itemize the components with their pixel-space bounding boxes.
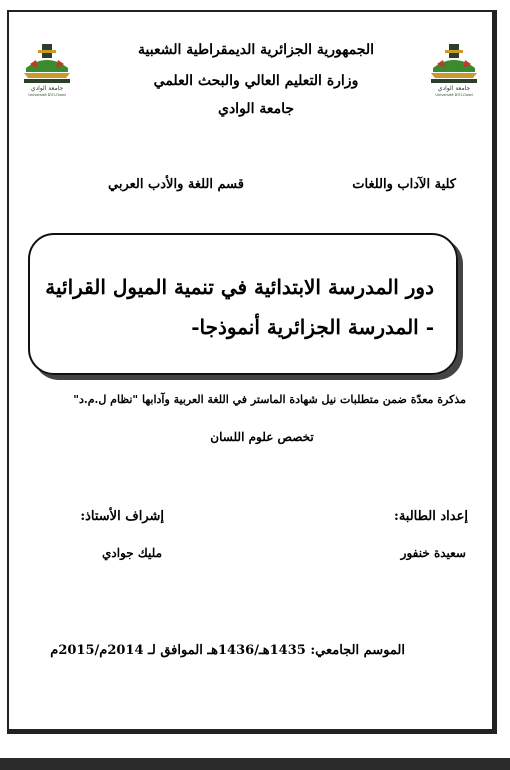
faculty-label: كلية الآداب واللغات (352, 177, 456, 192)
supervisor-name: مليك جوادي (102, 546, 162, 560)
logo-arabic-text: جامعة الوادي (30, 85, 64, 92)
university-logo-icon (18, 40, 76, 98)
academic-year: الموسم الجامعي: 1435هـ/1436هـ الموافق لـ 2014م/2015م (50, 643, 405, 658)
university-logo-icon (425, 40, 483, 98)
logo-latin-text: Université D'El-Oued (435, 93, 473, 97)
specialty-label: تخصص علوم اللسان (210, 430, 314, 444)
supervisor-label: إشراف الأستاذ: (80, 509, 164, 524)
university-heading: جامعة الوادي (217, 101, 295, 117)
thesis-title-line-1: دور المدرسة الابتدائية في تنمية الميول القرائية (45, 275, 434, 299)
thesis-title-box (28, 233, 458, 375)
department-label: قسم اللغة والأدب العربي (108, 177, 244, 192)
ministry-heading: وزارة التعليم العالي والبحث العلمي (153, 73, 359, 89)
memo-statement: مذكرة معدّة ضمن متطلبات نيل شهادة الماستر في اللغة العربية وآدابها "نظام ل.م.د" (73, 393, 466, 406)
republic-heading: الجمهورية الجزائرية الديمقراطية الشعبية (137, 42, 375, 58)
taskbar (0, 758, 510, 770)
student-name: سعيدة خنفور (400, 546, 466, 560)
logo-latin-text: Université D'El-Oued (28, 93, 66, 97)
thesis-title-line-2: - المدرسة الجزائرية أنموذجا- (191, 315, 434, 339)
logo-arabic-text: جامعة الوادي (437, 85, 471, 92)
prepared-by-label: إعداد الطالبة: (394, 509, 468, 524)
